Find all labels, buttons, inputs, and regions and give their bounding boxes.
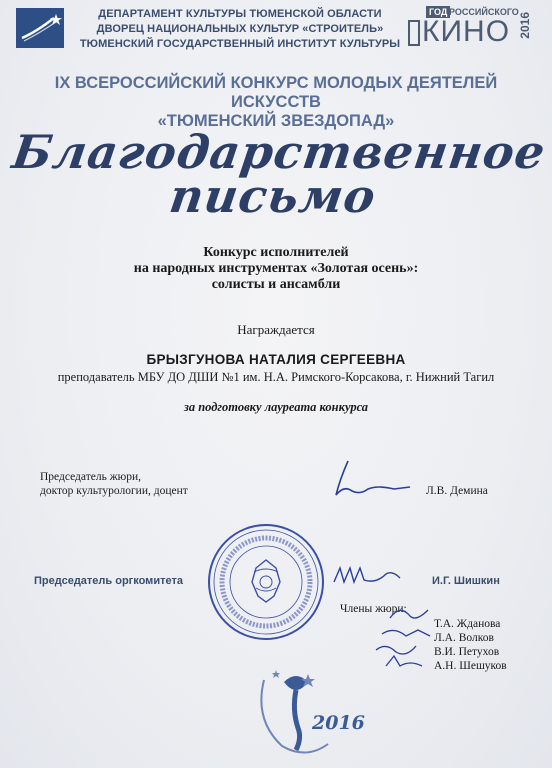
- official-seal: [206, 522, 326, 642]
- footer-year: 2016: [312, 712, 365, 734]
- kino-russian-label: РОССИЙСКОГО: [449, 7, 519, 17]
- org-committee-chair-name: И.Г. Шишкин: [432, 575, 500, 587]
- year-of-cinema-logo: [408, 6, 536, 48]
- jury-members-signatures: [370, 600, 440, 674]
- contest-title: [20, 74, 532, 131]
- jury-chair-line: Председатель жюри,: [40, 471, 142, 483]
- jury-members-label: Члены жюри:: [340, 603, 407, 615]
- festival-emblem: [236, 660, 366, 760]
- contest-name: «ТЮМЕНСКИЙ ЗВЕЗДОПАД»: [157, 112, 395, 130]
- jury-member: В.И. Петухов: [434, 646, 500, 658]
- org-chair-signature: [326, 562, 406, 588]
- jury-chair-line: доктор культурологии, доцент: [40, 485, 188, 497]
- recipient-name: БРЫЗГУНОВА НАТАЛИЯ СЕРГЕЕВНА: [146, 352, 406, 367]
- award-reason: за подготовку лауреата конкурса: [183, 400, 369, 414]
- film-frame-icon: [408, 20, 420, 46]
- competition-line: на народных инструментах «Золотая осень»:: [133, 261, 419, 276]
- contest-title-line: IX ВСЕРОССИЙСКИЙ КОНКУРС МОЛОДЫХ ДЕЯТЕЛЕЙ ИСКУССТВ: [54, 74, 498, 111]
- star-trail-icon: [16, 8, 64, 48]
- jury-chair-title: [40, 470, 188, 498]
- org-committee-chair-label: Председатель оргкомитета: [34, 575, 183, 587]
- jury-members-list: [434, 617, 507, 673]
- awarded-label: Награждается: [237, 322, 315, 337]
- organizer-line: ТЮМЕНСКИЙ ГОСУДАРСТВЕННЫЙ ИНСТИТУТ КУЛЬТУРЫ: [79, 38, 401, 50]
- recipient-position: преподаватель МБУ ДО ДШИ №1 им. Н.А. Римского-Корсакова, г. Нижний Тагил: [57, 370, 495, 384]
- organizer-line: ДВОРЕЦ НАЦИОНАЛЬНЫХ КУЛЬТУР «СТРОИТЕЛЬ»: [96, 23, 384, 35]
- organizer-line: ДЕПАРТАМЕНТ КУЛЬТУРЫ ТЮМЕНСКОЙ ОБЛАСТИ: [98, 8, 382, 20]
- jury-chair-signature: [318, 455, 418, 505]
- jury-member: Т.А. Жданова: [434, 618, 501, 630]
- document-title-line: Благодарственное: [9, 125, 550, 179]
- jury-member: Л.А. Волков: [434, 632, 494, 644]
- document-title-line: письмо: [166, 169, 380, 223]
- tgik-logo: [16, 8, 64, 48]
- competition-name: [60, 245, 492, 293]
- organizers-header: [70, 7, 410, 52]
- competition-line: солисты и ансамбли: [211, 277, 341, 292]
- kino-year: 2016: [518, 12, 532, 39]
- kino-god-label: ГОД: [426, 6, 450, 18]
- kino-word: КИНО: [422, 15, 511, 48]
- jury-member: А.Н. Шешуков: [434, 660, 507, 672]
- jury-chair-name: Л.В. Демина: [426, 485, 488, 497]
- competition-line: Конкурс исполнителей: [203, 245, 349, 260]
- document-title: [0, 125, 552, 223]
